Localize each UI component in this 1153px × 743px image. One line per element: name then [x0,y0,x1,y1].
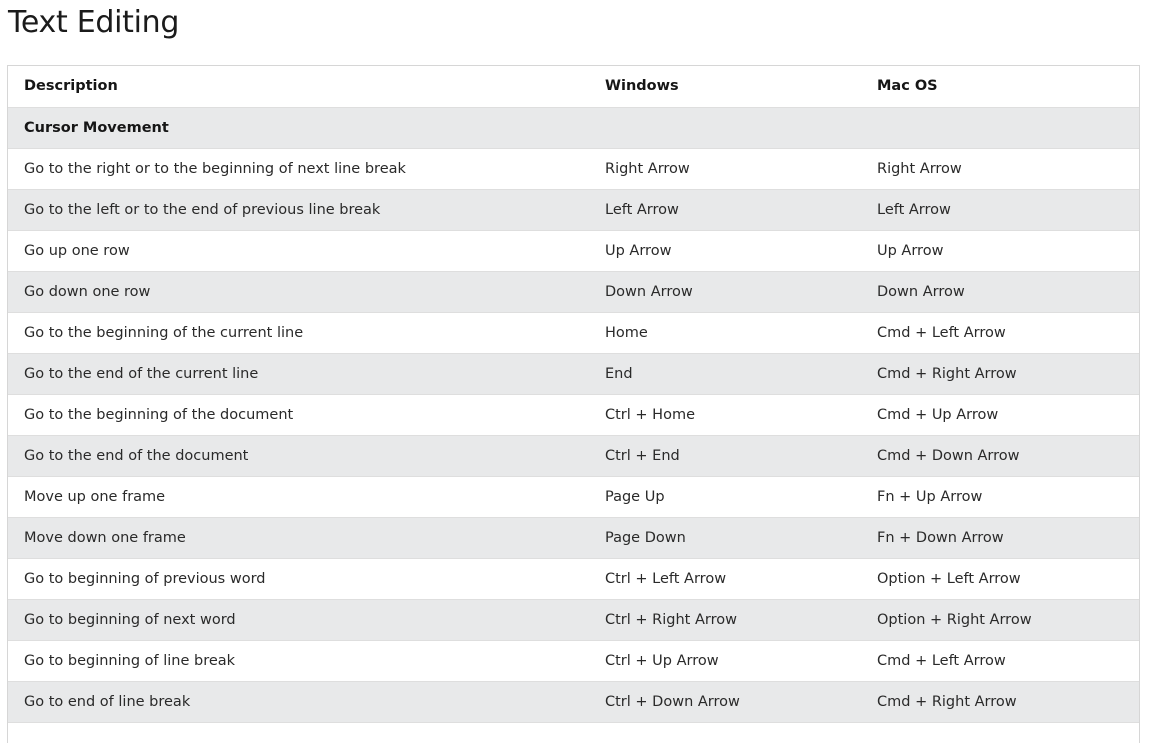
table-row [8,640,1139,681]
cell-mac-os: Down Arrow [861,271,1139,312]
section-cell-empty [861,107,1139,148]
section-row-cursor-movement [8,107,1139,148]
cell-windows: Left Arrow [589,189,861,230]
cell-mac-os: Cmd + Up Arrow [861,394,1139,435]
cell-mac-os: Cmd + Down Arrow [861,435,1139,476]
cell-windows: Ctrl + Right Arrow [589,599,861,640]
cell-mac-os: Cmd + Left Arrow [861,312,1139,353]
cell-windows: Ctrl + Left Arrow [589,558,861,599]
table-row [8,312,1139,353]
cell-empty [589,722,861,743]
table-row [8,517,1139,558]
cell-mac-os: Right Arrow [861,148,1139,189]
cell-description: Go to beginning of previous word [8,558,589,599]
header-mac-os: Mac OS [861,66,1139,107]
header-description: Description [8,66,589,107]
cell-mac-os: Option + Left Arrow [861,558,1139,599]
cell-windows: Page Up [589,476,861,517]
cell-description: Go to beginning of next word [8,599,589,640]
shortcuts-table [8,66,1139,743]
table-row [8,558,1139,599]
table-row [8,353,1139,394]
cell-windows: Ctrl + Down Arrow [589,681,861,722]
table-row-empty [8,722,1139,743]
cell-mac-os: Option + Right Arrow [861,599,1139,640]
table-row [8,148,1139,189]
table-row [8,189,1139,230]
cell-mac-os: Cmd + Left Arrow [861,640,1139,681]
table-row [8,394,1139,435]
table-body [8,107,1139,743]
table-row [8,435,1139,476]
cell-description: Go down one row [8,271,589,312]
header-windows: Windows [589,66,861,107]
section-title: Cursor Movement [8,107,589,148]
cell-empty [861,722,1139,743]
table-header [8,66,1139,107]
cell-description: Go to end of line break [8,681,589,722]
section-cell-empty [589,107,861,148]
cell-windows: Down Arrow [589,271,861,312]
cell-windows: Ctrl + Up Arrow [589,640,861,681]
cell-windows: Home [589,312,861,353]
shortcuts-table-container [7,65,1140,743]
table-row [8,230,1139,271]
table-row [8,476,1139,517]
cell-windows: Ctrl + End [589,435,861,476]
cell-description: Go up one row [8,230,589,271]
cell-mac-os: Left Arrow [861,189,1139,230]
cell-mac-os: Up Arrow [861,230,1139,271]
cell-description: Go to the beginning of the current line [8,312,589,353]
cell-description: Go to the right or to the beginning of next line break [8,148,589,189]
cell-windows: Ctrl + Home [589,394,861,435]
cell-description: Go to the left or to the end of previous line break [8,189,589,230]
cell-windows: Right Arrow [589,148,861,189]
cell-mac-os: Cmd + Right Arrow [861,353,1139,394]
cell-windows: End [589,353,861,394]
cell-mac-os: Fn + Down Arrow [861,517,1139,558]
cell-description: Move up one frame [8,476,589,517]
header-row [8,66,1139,107]
page-title: Text Editing [8,5,180,40]
table-row [8,599,1139,640]
cell-description: Move down one frame [8,517,589,558]
cell-description: Go to the beginning of the document [8,394,589,435]
cell-mac-os: Cmd + Right Arrow [861,681,1139,722]
cell-description: Go to the end of the current line [8,353,589,394]
cell-empty [8,722,589,743]
table-row [8,681,1139,722]
cell-description: Go to beginning of line break [8,640,589,681]
cell-mac-os: Fn + Up Arrow [861,476,1139,517]
cell-windows: Page Down [589,517,861,558]
cell-description: Go to the end of the document [8,435,589,476]
cell-windows: Up Arrow [589,230,861,271]
table-row [8,271,1139,312]
